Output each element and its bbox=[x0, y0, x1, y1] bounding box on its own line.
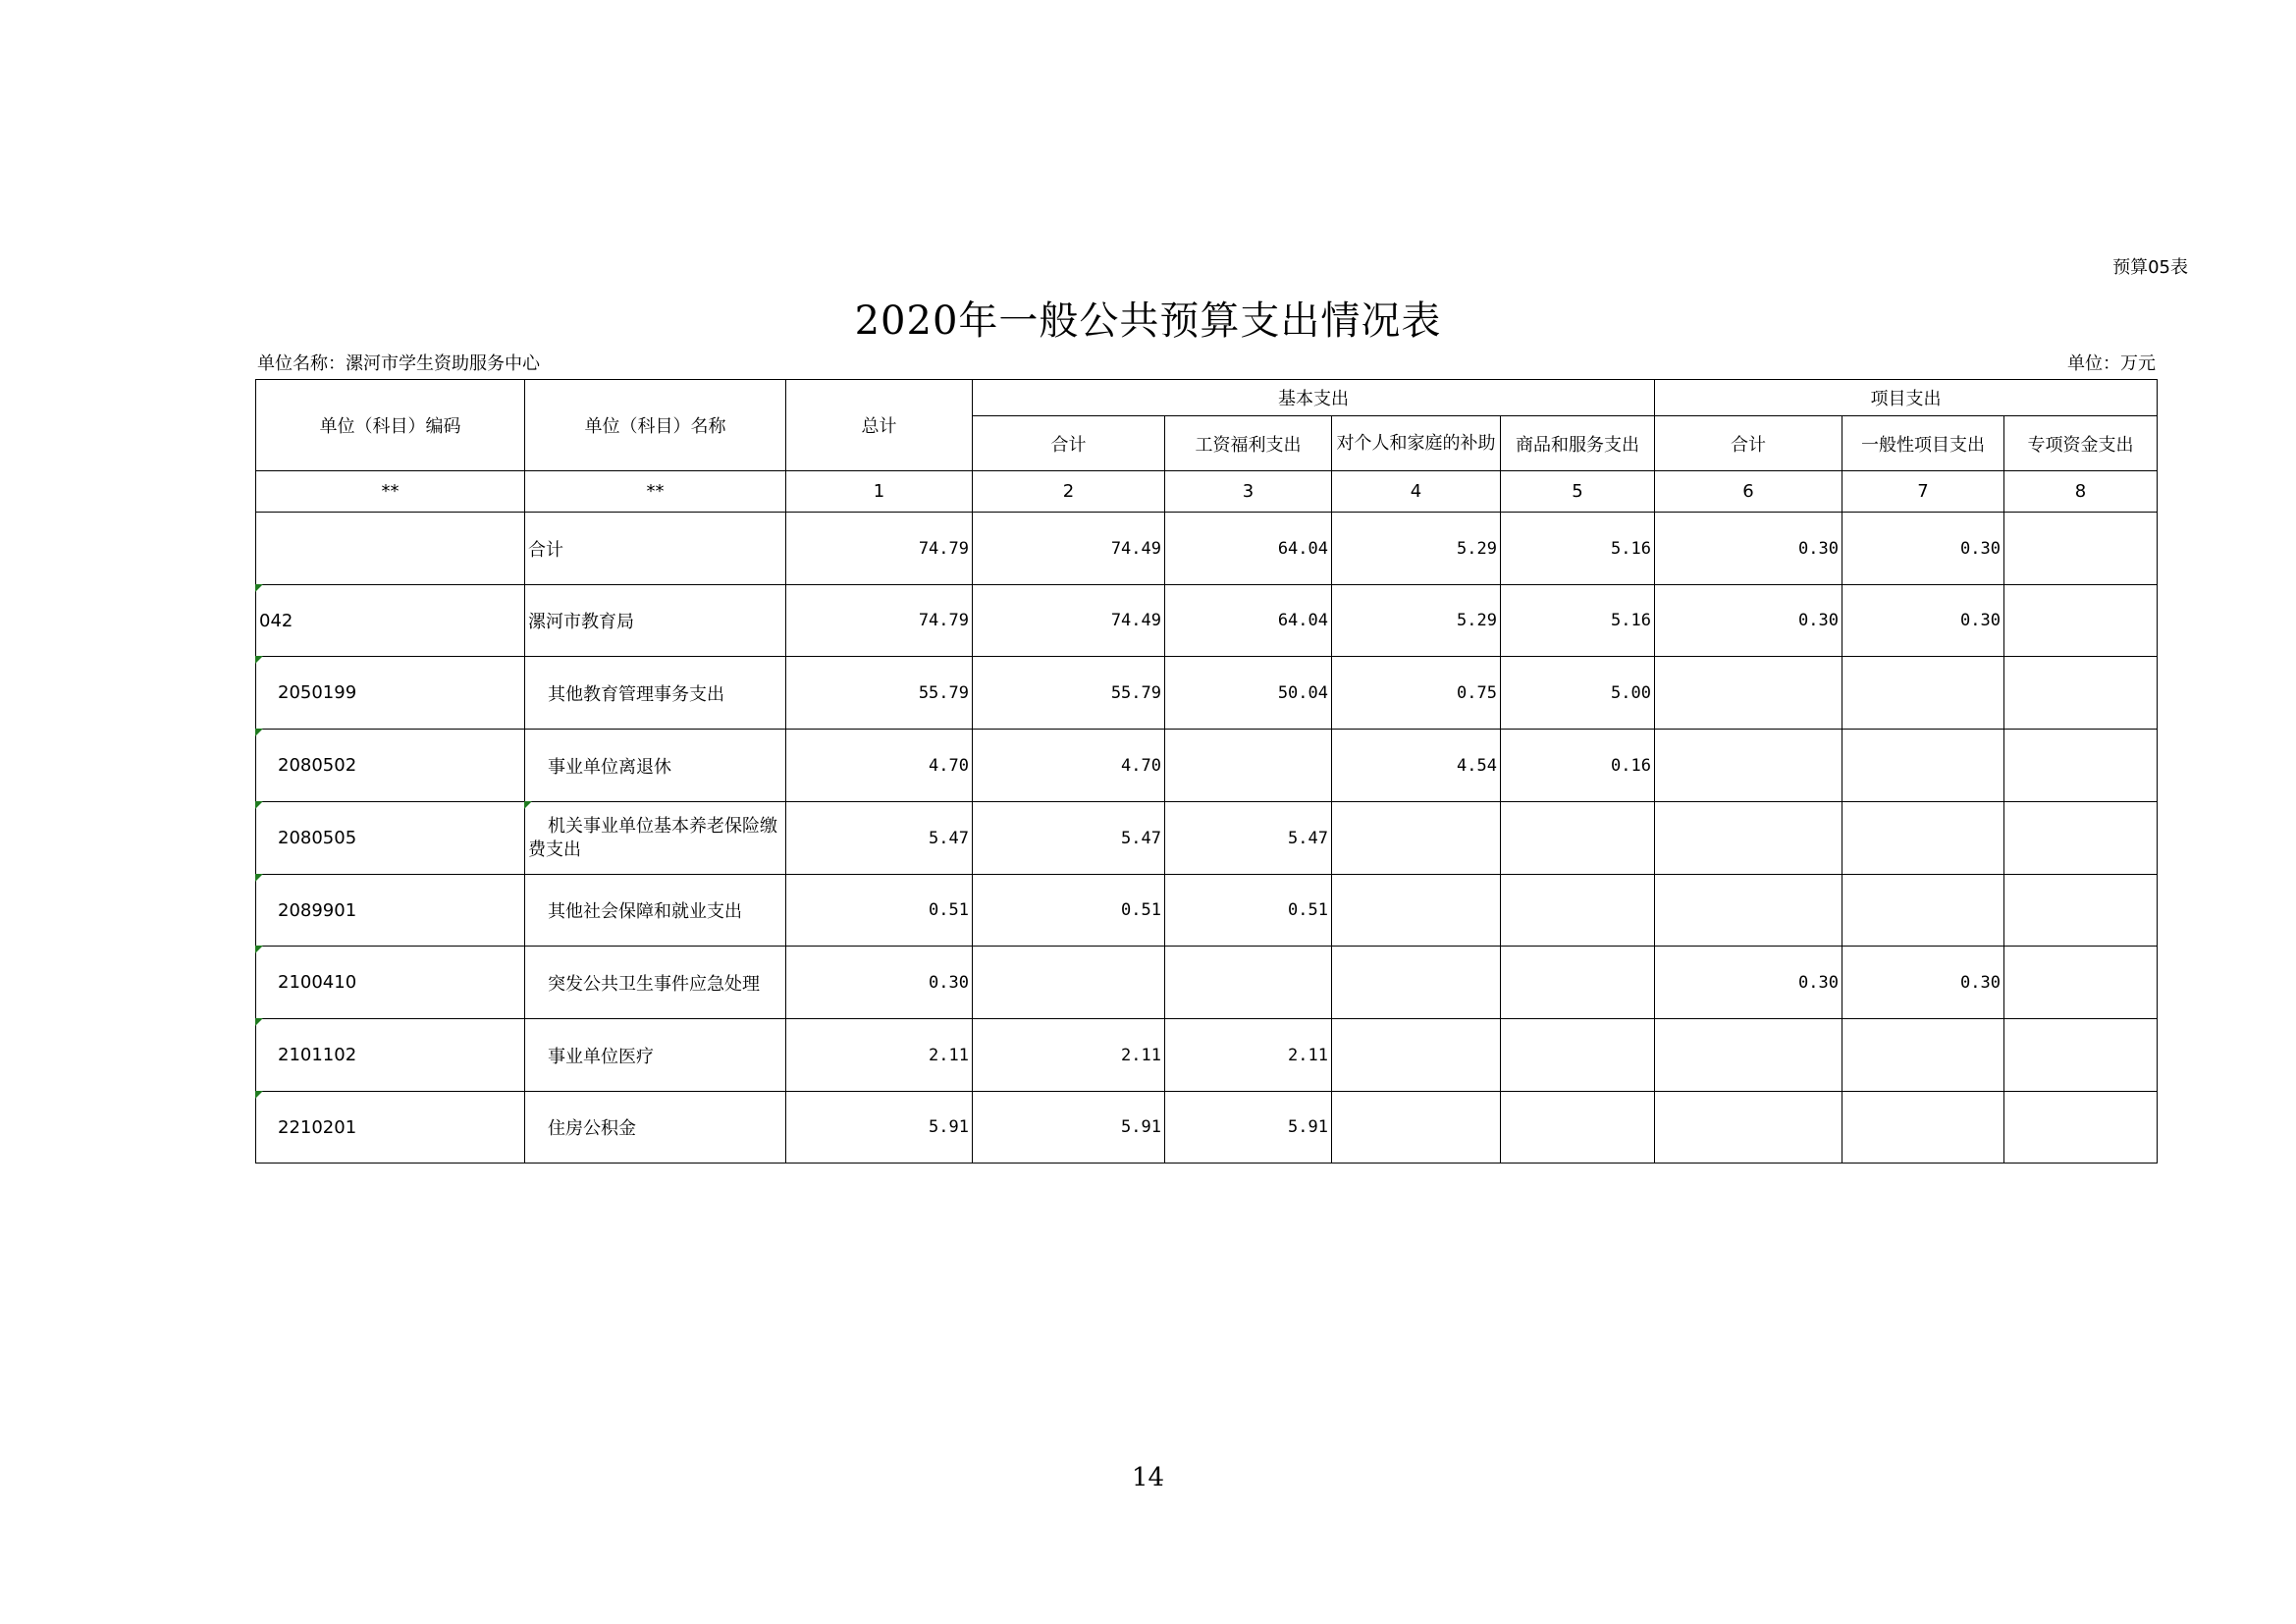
row-code: 042 bbox=[256, 585, 525, 657]
cell-wages: 64.04 bbox=[1165, 585, 1332, 657]
table-row bbox=[256, 585, 2158, 657]
unit-name: 单位名称：漯河市学生资助服务中心 bbox=[257, 353, 540, 374]
cell-project-sum bbox=[1655, 802, 1842, 875]
table-row bbox=[256, 802, 2158, 875]
cell-subsidy: 5.29 bbox=[1332, 513, 1501, 585]
index-cell: 3 bbox=[1165, 471, 1332, 513]
row-name: 其他社会保障和就业支出 bbox=[525, 875, 786, 947]
cell-subsidy bbox=[1332, 1092, 1501, 1164]
cell-goods: 5.00 bbox=[1501, 657, 1655, 730]
row-code: 2050199 bbox=[256, 657, 525, 730]
cell-marker-icon bbox=[255, 729, 263, 736]
cell-special-fund bbox=[2004, 1019, 2158, 1092]
header-sub-col: 商品和服务支出 bbox=[1501, 416, 1655, 471]
cell-wages: 5.47 bbox=[1165, 802, 1332, 875]
cell-basic-sum bbox=[973, 947, 1165, 1019]
index-cell: ** bbox=[256, 471, 525, 513]
cell-total: 0.30 bbox=[786, 947, 973, 1019]
cell-subsidy: 5.29 bbox=[1332, 585, 1501, 657]
table-row bbox=[256, 1019, 2158, 1092]
cell-wages: 5.91 bbox=[1165, 1092, 1332, 1164]
cell-basic-sum: 74.49 bbox=[973, 513, 1165, 585]
cell-special-fund bbox=[2004, 1092, 2158, 1164]
row-name: 漯河市教育局 bbox=[525, 585, 786, 657]
cell-marker-icon bbox=[255, 801, 263, 809]
cell-general-project: 0.30 bbox=[1842, 947, 2004, 1019]
cell-marker-icon bbox=[255, 874, 263, 882]
cell-subsidy bbox=[1332, 1019, 1501, 1092]
cell-special-fund bbox=[2004, 947, 2158, 1019]
cell-subsidy bbox=[1332, 947, 1501, 1019]
cell-special-fund bbox=[2004, 657, 2158, 730]
index-cell: 5 bbox=[1501, 471, 1655, 513]
header-sub-col: 专项资金支出 bbox=[2004, 416, 2158, 471]
cell-general-project bbox=[1842, 875, 2004, 947]
cell-wages: 64.04 bbox=[1165, 513, 1332, 585]
cell-subsidy bbox=[1332, 802, 1501, 875]
cell-total: 4.70 bbox=[786, 730, 973, 802]
cell-marker-icon bbox=[255, 1091, 263, 1099]
cell-special-fund bbox=[2004, 802, 2158, 875]
index-cell: 8 bbox=[2004, 471, 2158, 513]
cell-goods bbox=[1501, 1092, 1655, 1164]
cell-subsidy: 0.75 bbox=[1332, 657, 1501, 730]
header-sub-col: 一般性项目支出 bbox=[1842, 416, 2004, 471]
header-basic-group: 基本支出 bbox=[973, 380, 1655, 416]
cell-goods: 0.16 bbox=[1501, 730, 1655, 802]
cell-basic-sum: 55.79 bbox=[973, 657, 1165, 730]
row-code: 2089901 bbox=[256, 875, 525, 947]
cell-basic-sum: 0.51 bbox=[973, 875, 1165, 947]
index-cell: 2 bbox=[973, 471, 1165, 513]
cell-general-project: 0.30 bbox=[1842, 513, 2004, 585]
cell-total: 74.79 bbox=[786, 585, 973, 657]
cell-total: 2.11 bbox=[786, 1019, 973, 1092]
cell-project-sum bbox=[1655, 875, 1842, 947]
table-row bbox=[256, 730, 2158, 802]
page-number: 14 bbox=[1131, 1463, 1165, 1492]
cell-total: 55.79 bbox=[786, 657, 973, 730]
table-row bbox=[256, 1092, 2158, 1164]
row-code: 2080505 bbox=[256, 802, 525, 875]
cell-basic-sum: 5.91 bbox=[973, 1092, 1165, 1164]
cell-special-fund bbox=[2004, 513, 2158, 585]
cell-wages bbox=[1165, 730, 1332, 802]
cell-general-project bbox=[1842, 657, 2004, 730]
cell-marker-icon bbox=[255, 946, 263, 953]
cell-general-project: 0.30 bbox=[1842, 585, 2004, 657]
cell-goods bbox=[1501, 947, 1655, 1019]
cell-special-fund bbox=[2004, 875, 2158, 947]
header-total: 总计 bbox=[786, 380, 973, 471]
row-name: 事业单位医疗 bbox=[525, 1019, 786, 1092]
cell-project-sum bbox=[1655, 657, 1842, 730]
cell-project-sum: 0.30 bbox=[1655, 947, 1842, 1019]
budget-table bbox=[255, 379, 2158, 1164]
cell-total: 0.51 bbox=[786, 875, 973, 947]
header-name: 单位（科目）名称 bbox=[525, 380, 786, 471]
form-number: 预算05表 bbox=[2112, 257, 2188, 278]
cell-general-project bbox=[1842, 802, 2004, 875]
cell-wages: 50.04 bbox=[1165, 657, 1332, 730]
index-cell: ** bbox=[525, 471, 786, 513]
table-row bbox=[256, 947, 2158, 1019]
cell-project-sum bbox=[1655, 1092, 1842, 1164]
cell-basic-sum: 4.70 bbox=[973, 730, 1165, 802]
page-title: 2020年一般公共预算支出情况表 bbox=[854, 298, 1442, 344]
index-cell: 1 bbox=[786, 471, 973, 513]
header-sub-col: 合计 bbox=[973, 416, 1165, 471]
table-row bbox=[256, 657, 2158, 730]
row-code: 2100410 bbox=[256, 947, 525, 1019]
header-sub-col: 合计 bbox=[1655, 416, 1842, 471]
cell-project-sum: 0.30 bbox=[1655, 585, 1842, 657]
row-code bbox=[256, 513, 525, 585]
cell-project-sum: 0.30 bbox=[1655, 513, 1842, 585]
cell-general-project bbox=[1842, 1092, 2004, 1164]
cell-total: 5.91 bbox=[786, 1092, 973, 1164]
row-name: 事业单位离退休 bbox=[525, 730, 786, 802]
cell-subsidy: 4.54 bbox=[1332, 730, 1501, 802]
header-sub-col: 工资福利支出 bbox=[1165, 416, 1332, 471]
table-row bbox=[256, 513, 2158, 585]
row-name: 合计 bbox=[525, 513, 786, 585]
cell-special-fund bbox=[2004, 730, 2158, 802]
cell-basic-sum: 5.47 bbox=[973, 802, 1165, 875]
cell-marker-icon bbox=[255, 1018, 263, 1026]
cell-special-fund bbox=[2004, 585, 2158, 657]
cell-total: 5.47 bbox=[786, 802, 973, 875]
cell-wages: 2.11 bbox=[1165, 1019, 1332, 1092]
row-code: 2080502 bbox=[256, 730, 525, 802]
table-row bbox=[256, 875, 2158, 947]
cell-general-project bbox=[1842, 730, 2004, 802]
cell-marker-icon bbox=[255, 656, 263, 664]
cell-goods: 5.16 bbox=[1501, 513, 1655, 585]
row-name: 住房公积金 bbox=[525, 1092, 786, 1164]
cell-goods: 5.16 bbox=[1501, 585, 1655, 657]
index-cell: 7 bbox=[1842, 471, 2004, 513]
unit-label: 单位：万元 bbox=[2067, 353, 2156, 374]
header-code: 单位（科目）编码 bbox=[256, 380, 525, 471]
cell-marker-icon bbox=[255, 584, 263, 592]
cell-subsidy bbox=[1332, 875, 1501, 947]
row-code: 2210201 bbox=[256, 1092, 525, 1164]
cell-project-sum bbox=[1655, 730, 1842, 802]
cell-goods bbox=[1501, 875, 1655, 947]
cell-goods bbox=[1501, 802, 1655, 875]
cell-goods bbox=[1501, 1019, 1655, 1092]
cell-wages: 0.51 bbox=[1165, 875, 1332, 947]
header-sub-col: 对个人和家庭的补助 bbox=[1332, 416, 1501, 471]
row-code: 2101102 bbox=[256, 1019, 525, 1092]
header-project-group: 项目支出 bbox=[1655, 380, 2158, 416]
cell-wages bbox=[1165, 947, 1332, 1019]
index-cell: 6 bbox=[1655, 471, 1842, 513]
index-cell: 4 bbox=[1332, 471, 1501, 513]
row-name: 机关事业单位基本养老保险缴费支出 bbox=[525, 802, 786, 875]
row-name: 其他教育管理事务支出 bbox=[525, 657, 786, 730]
cell-marker-icon bbox=[524, 801, 532, 809]
row-name: 突发公共卫生事件应急处理 bbox=[525, 947, 786, 1019]
cell-basic-sum: 2.11 bbox=[973, 1019, 1165, 1092]
cell-basic-sum: 74.49 bbox=[973, 585, 1165, 657]
cell-general-project bbox=[1842, 1019, 2004, 1092]
cell-project-sum bbox=[1655, 1019, 1842, 1092]
cell-total: 74.79 bbox=[786, 513, 973, 585]
